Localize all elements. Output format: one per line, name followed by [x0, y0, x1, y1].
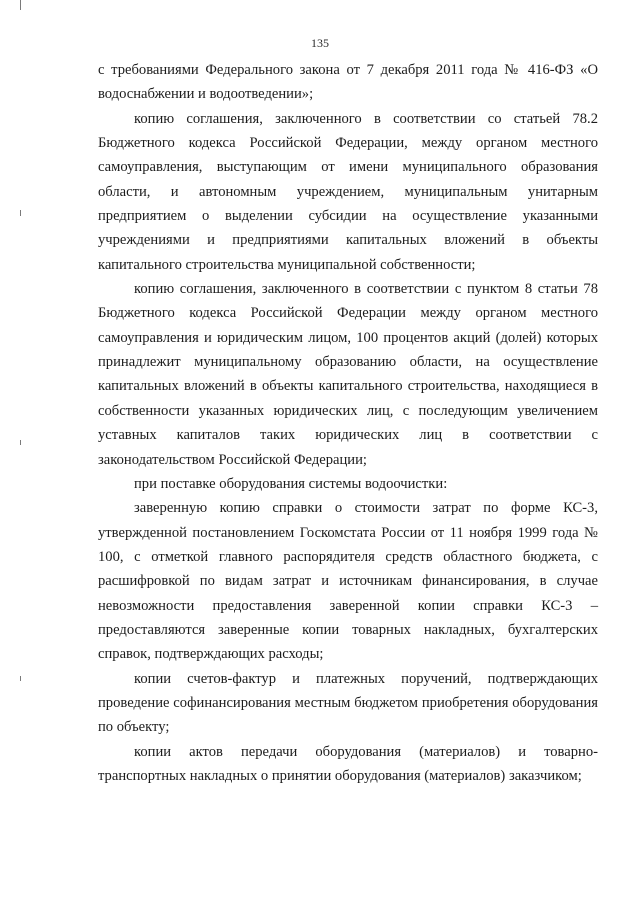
paragraph: с требованиями Федерального закона от 7 декабря 2011 года № 416-ФЗ «О водоснабжении и водоотведении»;	[98, 62, 598, 103]
paragraph: копию соглашения, заключенного в соответствии с пунктом 8 статьи 78 Бюджетного кодекса Российской Федерации между органом местного самоуправления и юридическим лицом, 100 процентов акций (долей) которых принадлежит муниципальному образованию области, на осуществление капитальных вложений в объекты капитального строительства, находящиеся в собственности указанных юридических лиц, с последующим увеличением уставных капиталов таких юридических лиц в соответствии с законодательством Российской Федерации;	[98, 281, 598, 468]
page-number: 135	[311, 36, 329, 50]
paragraph: копию соглашения, заключенного в соответствии со статьей 78.2 Бюджетного кодекса Российской Федерации, между органом местного самоуправления, выступающим от имени муниципального образования области, и автономным учреждением, муниципальным унитарным предприятием о выделении субсидии на осуществление указанными учреждениями и предприятиями капитальных вложений в объекты капитального строительства муниципальной собственности;	[98, 110, 598, 273]
paragraph: заверенную копию справки о стоимости затрат по форме КС-3, утвержденной постановлением Госкомстата России от 11 ноября 1999 года № 100, с отметкой главного распорядителя средств областного бюджета, с расшифровкой по видам затрат и источникам финансирования, в случае невозможности предоставления заверенной копии справки КС-3 – предоставляются заверенные копии товарных накладных, бухгалтерских справок, подтверждающих расходы;	[98, 500, 598, 663]
paragraph: копии актов передачи оборудования (материалов) и товарно-транспортных накладных о принятии оборудования (материалов) заказчиком;	[98, 743, 598, 784]
scan-margin-mark	[20, 210, 21, 216]
paragraph: копии счетов-фактур и платежных поручений, подтверждающих проведение софинансирования местным бюджетом приобретения оборудования по объекту;	[98, 670, 598, 736]
paragraph: при поставке оборудования системы водоочистки:	[134, 475, 448, 492]
scan-margin-mark	[20, 0, 21, 10]
document-body	[98, 58, 598, 788]
scan-margin-mark	[20, 440, 21, 445]
scan-margin-mark	[20, 676, 21, 681]
